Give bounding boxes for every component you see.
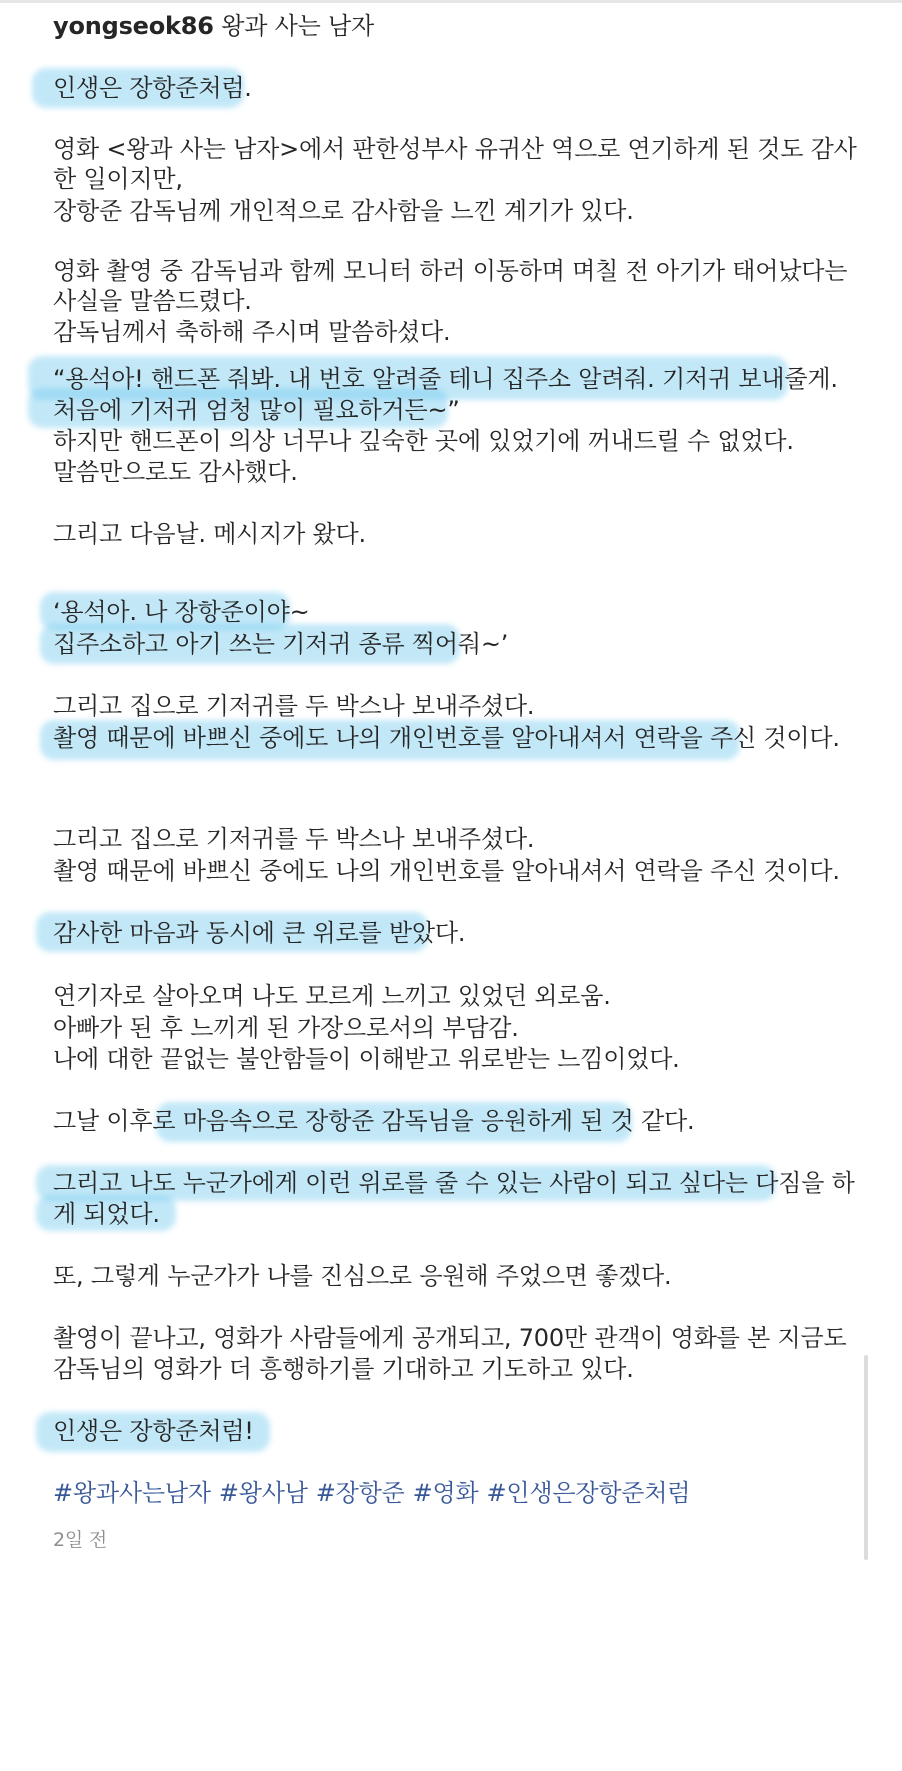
caption-line: 그리고 다음날. 메시지가 왔다. [53,520,366,548]
caption-line: 하지만 핸드폰이 의상 너무나 깊숙한 곳에 있었기에 꺼내드릴 수 없었다. [53,427,794,455]
caption-line: 아빠가 된 후 느끼게 된 가장으로서의 부담감. [53,1014,519,1042]
caption-line: 또, 그렇게 누군가가 나를 진심으로 응원해 주었으면 좋겠다. [53,1262,672,1290]
caption-line: 연기자로 살아오며 나도 모르게 느끼고 있었던 외로움. [53,982,611,1010]
hashtag-link[interactable]: #왕사남 [218,1479,308,1507]
caption-line: 영화 촬영 중 감독님과 함께 모니터 하러 이동하며 며칠 전 아기가 태어났다는 [53,257,848,285]
caption-line: ‘용석아. 나 장항준이야~ [53,598,310,626]
caption-line: 그리고 집으로 기저귀를 두 박스나 보내주셨다. [53,692,535,720]
caption-line: 나에 대한 끝없는 불안함들이 이해받고 위로받는 느낌이었다. [53,1045,680,1073]
caption-line: 촬영 때문에 바쁘신 중에도 나의 개인번호를 알아내셔서 연락을 주신 것이다. [53,724,840,752]
scrollbar[interactable] [864,1355,868,1560]
caption-line: 집주소하고 아기 쓰는 기저귀 종류 찍어줘~’ [53,630,509,658]
caption-line: 처음에 기저귀 엄청 많이 필요하거든~” [53,396,460,424]
post-timestamp: 2일 전 [53,1529,108,1551]
caption-line: 한 일이지만, [53,165,183,193]
hashtag-link[interactable]: #왕과사는남자 [53,1479,211,1507]
caption-line: 그리고 나도 누군가에게 이런 위로를 줄 수 있는 사람이 되고 싶다는 다짐을 하 [53,1169,855,1197]
caption-line: 영화 <왕과 사는 남자>에서 판한성부사 유귀산 역으로 연기하게 된 것도 감사 [53,135,857,163]
caption-line: 감독님의 영화가 더 흥행하기를 기대하고 기도하고 있다. [53,1355,634,1383]
caption-line: “용석아! 핸드폰 줘봐. 내 번호 알려줄 테니 집주소 알려줘. 기저귀 보내줄게. [53,365,838,393]
hashtag-link[interactable]: #인생은장항준처럼 [486,1479,691,1507]
top-divider [0,0,902,3]
caption-line: 촬영 때문에 바쁘신 중에도 나의 개인번호를 알아내셔서 연락을 주신 것이다. [53,857,840,885]
caption-line: 그날 이후로 마음속으로 장항준 감독님을 응원하게 된 것 같다. [53,1107,695,1135]
hashtag-link[interactable]: #장항준 [315,1479,405,1507]
post-header [53,10,374,42]
hashtag-link[interactable]: #영화 [412,1479,479,1507]
caption-line: 장항준 감독님께 개인적으로 감사함을 느낀 계기가 있다. [53,197,634,225]
caption-line: 인생은 장항준처럼! [53,1417,254,1445]
caption-line: 사실을 말씀드렸다. [53,287,252,315]
caption-line: 게 되었다. [53,1200,160,1228]
caption-line: 감독님께서 축하해 주시며 말씀하셨다. [53,318,451,346]
caption-line: 촬영이 끝나고, 영화가 사람들에게 공개되고, 700만 관객이 영화를 본 지금도 [53,1324,847,1352]
caption-line: 인생은 장항준처럼. [53,74,252,102]
caption-title: 왕과 사는 남자 [221,12,375,40]
caption-line: 감사한 마음과 동시에 큰 위로를 받았다. [53,919,466,947]
username-link[interactable]: yongseok86 [53,12,214,40]
hashtag-row [53,1477,698,1509]
caption-line: 그리고 집으로 기저귀를 두 박스나 보내주셨다. [53,825,535,853]
caption-line: 말씀만으로도 감사했다. [53,458,298,486]
